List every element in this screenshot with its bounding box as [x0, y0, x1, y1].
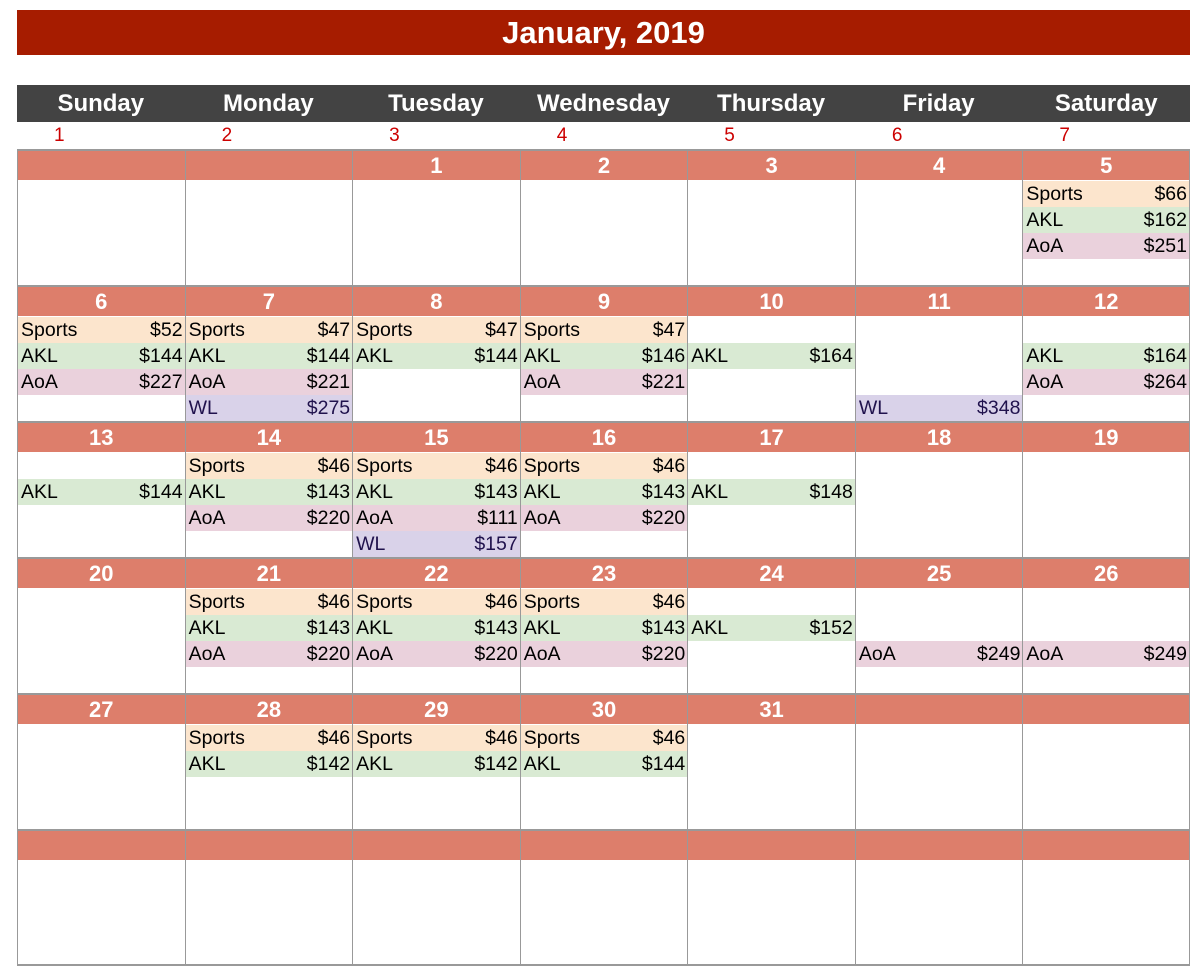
- entry-label: AKL: [523, 480, 561, 503]
- day-number: [18, 831, 185, 860]
- entry-label: Sports: [188, 318, 245, 341]
- entry-amount: $144: [474, 344, 518, 367]
- day-number: 31: [688, 695, 855, 724]
- day-cell[interactable]: [1022, 693, 1190, 829]
- day-number: 25: [856, 559, 1023, 588]
- day-number: 4: [856, 151, 1023, 180]
- day-cell[interactable]: [687, 149, 855, 285]
- entry-amount: $152: [809, 616, 853, 639]
- entry-amount: $220: [641, 642, 686, 665]
- day-number: 20: [18, 559, 185, 588]
- day-number: 2: [521, 151, 688, 180]
- day-entries: [353, 180, 520, 284]
- entry-label: AoA: [523, 642, 561, 665]
- day-number: 3: [688, 151, 855, 180]
- entry-amount: $46: [317, 590, 351, 613]
- entry-amount: $348: [977, 396, 1021, 419]
- day-cell[interactable]: [520, 285, 688, 421]
- entry-akl[interactable]: [688, 343, 855, 369]
- day-entries: [186, 316, 353, 420]
- calendar-grid: [17, 149, 1190, 965]
- entry-amount: $220: [306, 506, 351, 529]
- day-entries: [688, 180, 855, 284]
- calendar-title: January, 2019: [17, 10, 1190, 55]
- entry-label: AKL: [21, 480, 58, 503]
- entry-label: AoA: [356, 506, 393, 529]
- entry-amount: $47: [485, 318, 518, 341]
- day-of-week-header: [17, 85, 1190, 122]
- day-entries: [186, 588, 353, 692]
- entry-amount: $157: [474, 532, 518, 555]
- entry-akl[interactable]: [186, 751, 353, 777]
- day-cell[interactable]: [855, 421, 1023, 557]
- day-entries: [353, 724, 520, 828]
- entry-aoa[interactable]: [18, 369, 185, 395]
- entry-amount: $46: [652, 590, 686, 613]
- entry-amount: $143: [474, 616, 518, 639]
- entry-aoa[interactable]: [521, 641, 688, 667]
- day-cell[interactable]: [185, 421, 353, 557]
- day-entries: [1023, 452, 1189, 556]
- day-number: 22: [353, 559, 520, 588]
- day-number: 24: [688, 559, 855, 588]
- entry-amount: $143: [474, 480, 518, 503]
- day-number: [353, 831, 520, 860]
- entry-label: AoA: [188, 506, 226, 529]
- entry-amount: $46: [317, 726, 351, 749]
- day-cell[interactable]: [17, 285, 185, 421]
- day-cell[interactable]: [352, 557, 520, 693]
- day-cell[interactable]: [520, 149, 688, 285]
- entry-label: AKL: [523, 752, 561, 775]
- entry-akl[interactable]: [353, 615, 520, 641]
- entry-sports[interactable]: [521, 725, 688, 751]
- day-entries: [353, 860, 520, 964]
- entry-sports[interactable]: [186, 589, 353, 615]
- entry-amount: $142: [474, 752, 518, 775]
- day-entries: [688, 452, 855, 556]
- day-cell[interactable]: [185, 829, 353, 966]
- day-entries: [18, 724, 185, 828]
- day-cell[interactable]: [687, 693, 855, 829]
- entry-label: WL: [356, 532, 386, 555]
- entry-aoa[interactable]: [1023, 369, 1189, 395]
- day-entries: [856, 724, 1023, 828]
- column-number: 2: [221, 125, 233, 146]
- calendar-week: [17, 557, 1190, 693]
- entry-amount: $66: [1154, 182, 1187, 205]
- day-entries: [1023, 316, 1189, 420]
- entry-amount: $220: [474, 642, 518, 665]
- day-cell[interactable]: [352, 829, 520, 966]
- entry-amount: $144: [139, 344, 183, 367]
- entry-label: Sports: [523, 726, 581, 749]
- entry-akl[interactable]: [1023, 207, 1189, 233]
- day-entries: [856, 588, 1023, 692]
- entry-akl[interactable]: [521, 751, 688, 777]
- day-cell[interactable]: [520, 557, 688, 693]
- day-cell[interactable]: [855, 557, 1023, 693]
- day-number: [521, 831, 688, 860]
- day-number: [1023, 831, 1189, 860]
- day-entries: [856, 452, 1023, 556]
- entry-aoa[interactable]: [1023, 641, 1189, 667]
- entry-label: AoA: [356, 642, 393, 665]
- day-cell[interactable]: [855, 693, 1023, 829]
- day-cell[interactable]: [185, 693, 353, 829]
- entry-akl[interactable]: [18, 479, 185, 505]
- day-cell[interactable]: [185, 149, 353, 285]
- entry-amount: $46: [317, 454, 351, 477]
- day-entries: [1023, 860, 1189, 964]
- day-cell[interactable]: [17, 557, 185, 693]
- day-entries: [353, 588, 520, 692]
- day-entries: [1023, 588, 1189, 692]
- entry-label: AoA: [21, 370, 58, 393]
- entry-amount: $164: [809, 344, 853, 367]
- entry-label: AoA: [188, 370, 226, 393]
- entry-aoa[interactable]: [186, 505, 353, 531]
- entry-sports[interactable]: [1023, 181, 1189, 207]
- day-number: [1023, 695, 1189, 724]
- entry-wl[interactable]: [353, 531, 520, 557]
- day-number: 15: [353, 423, 520, 452]
- entry-amount: $251: [1143, 234, 1187, 257]
- calendar-week: [17, 421, 1190, 557]
- day-number: 27: [18, 695, 185, 724]
- column-number: 7: [1059, 125, 1070, 146]
- day-entries: [186, 180, 353, 284]
- entry-label: AKL: [1026, 344, 1064, 367]
- day-cell[interactable]: [17, 693, 185, 829]
- entry-label: AoA: [1026, 370, 1064, 393]
- entry-akl[interactable]: [521, 615, 688, 641]
- entry-sports[interactable]: [521, 589, 688, 615]
- column-number: 6: [891, 125, 903, 146]
- calendar-week: [17, 693, 1190, 829]
- day-entries: [688, 316, 855, 420]
- entry-label: AoA: [523, 506, 561, 529]
- entry-amount: $46: [485, 590, 518, 613]
- day-entries: [186, 724, 353, 828]
- entry-aoa[interactable]: [1023, 233, 1189, 259]
- entry-akl[interactable]: [688, 615, 855, 641]
- entry-aoa[interactable]: [186, 641, 353, 667]
- day-number: 8: [353, 287, 520, 316]
- day-number: 9: [521, 287, 688, 316]
- entry-label: AKL: [21, 344, 58, 367]
- entry-label: AKL: [691, 344, 729, 367]
- day-number: 21: [186, 559, 353, 588]
- entry-label: AKL: [691, 616, 729, 639]
- day-entries: [18, 452, 185, 556]
- day-number: 29: [353, 695, 520, 724]
- day-entries: [1023, 724, 1189, 828]
- day-entries: [521, 588, 688, 692]
- day-cell[interactable]: [352, 285, 520, 421]
- entry-label: Sports: [523, 454, 581, 477]
- entry-akl[interactable]: [521, 479, 688, 505]
- day-cell[interactable]: [1022, 421, 1190, 557]
- day-number: 16: [521, 423, 688, 452]
- entry-amount: $220: [641, 506, 686, 529]
- day-number: 26: [1023, 559, 1189, 588]
- day-cell[interactable]: [352, 421, 520, 557]
- entry-label: Sports: [21, 318, 78, 341]
- day-number: 11: [856, 287, 1023, 316]
- entry-akl[interactable]: [688, 479, 855, 505]
- day-number: 18: [856, 423, 1023, 452]
- entry-label: AKL: [188, 344, 226, 367]
- entry-label: AoA: [1026, 234, 1064, 257]
- day-cell[interactable]: [17, 149, 185, 285]
- entry-label: Sports: [356, 590, 413, 613]
- column-number: 3: [389, 125, 400, 146]
- entry-aoa[interactable]: [521, 369, 688, 395]
- entry-aoa[interactable]: [856, 641, 1023, 667]
- dow-wednesday: Wednesday: [537, 89, 670, 117]
- entry-label: AoA: [188, 642, 226, 665]
- day-entries: [521, 724, 688, 828]
- day-entries: [186, 860, 353, 964]
- day-entries: [353, 452, 520, 556]
- day-entries: [521, 316, 688, 420]
- day-entries: [18, 316, 185, 420]
- day-entries: [856, 316, 1023, 420]
- day-entries: [18, 860, 185, 964]
- day-number: 19: [1023, 423, 1189, 452]
- day-cell[interactable]: [185, 285, 353, 421]
- entry-label: Sports: [188, 726, 245, 749]
- entry-label: Sports: [1026, 182, 1083, 205]
- entry-label: Sports: [188, 454, 245, 477]
- day-number: 7: [186, 287, 353, 316]
- day-number: 28: [186, 695, 353, 724]
- entry-amount: $111: [477, 506, 518, 529]
- entry-label: Sports: [523, 318, 581, 341]
- day-number: 5: [1023, 151, 1189, 180]
- entry-amount: $144: [641, 752, 686, 775]
- entry-label: AoA: [858, 642, 896, 665]
- entry-akl[interactable]: [1023, 343, 1189, 369]
- entry-label: Sports: [356, 318, 413, 341]
- day-cell[interactable]: [687, 421, 855, 557]
- day-number: [856, 695, 1023, 724]
- entry-aoa[interactable]: [353, 505, 520, 531]
- entry-label: Sports: [356, 726, 413, 749]
- day-number: 12: [1023, 287, 1189, 316]
- day-cell[interactable]: [520, 421, 688, 557]
- entry-amount: $143: [306, 480, 351, 503]
- entry-sports[interactable]: [186, 453, 353, 479]
- day-number: 23: [521, 559, 688, 588]
- day-cell[interactable]: [687, 829, 855, 966]
- day-number: 30: [521, 695, 688, 724]
- day-number: 1: [353, 151, 520, 180]
- dow-tuesday: Tuesday: [388, 89, 484, 117]
- entry-amount: $164: [1143, 344, 1187, 367]
- day-cell[interactable]: [1022, 557, 1190, 693]
- day-cell[interactable]: [520, 693, 688, 829]
- day-entries: [856, 180, 1023, 284]
- day-entries: [521, 180, 688, 284]
- entry-akl[interactable]: [186, 615, 353, 641]
- entry-sports[interactable]: [18, 317, 185, 343]
- entry-label: AKL: [1026, 208, 1064, 231]
- entry-label: AKL: [188, 616, 226, 639]
- entry-amount: $221: [641, 370, 686, 393]
- entry-sports[interactable]: [521, 317, 688, 343]
- entry-amount: $146: [641, 344, 686, 367]
- day-entries: [688, 860, 855, 964]
- entry-aoa[interactable]: [186, 369, 353, 395]
- day-cell[interactable]: [352, 693, 520, 829]
- day-entries: [1023, 180, 1189, 284]
- entry-amount: $46: [485, 726, 518, 749]
- entry-amount: $143: [641, 480, 686, 503]
- day-entries: [521, 452, 688, 556]
- entry-amount: $275: [306, 396, 351, 419]
- entry-akl[interactable]: [186, 343, 353, 369]
- entry-label: AKL: [188, 480, 226, 503]
- day-number: [186, 831, 353, 860]
- entry-sports[interactable]: [353, 317, 520, 343]
- entry-sports[interactable]: [186, 317, 353, 343]
- entry-label: AoA: [1026, 642, 1064, 665]
- entry-sports[interactable]: [353, 453, 520, 479]
- calendar-week: [17, 149, 1190, 285]
- day-number: 13: [18, 423, 185, 452]
- entry-akl[interactable]: [186, 479, 353, 505]
- entry-akl[interactable]: [521, 343, 688, 369]
- day-number: 6: [18, 287, 185, 316]
- entry-label: Sports: [523, 590, 581, 613]
- entry-label: WL: [858, 396, 889, 419]
- day-entries: [688, 588, 855, 692]
- dow-thursday: Thursday: [717, 89, 826, 117]
- entry-label: AKL: [691, 480, 729, 503]
- entry-akl[interactable]: [353, 343, 520, 369]
- entry-label: AoA: [523, 370, 561, 393]
- day-cell[interactable]: [855, 285, 1023, 421]
- calendar-week: [17, 829, 1190, 965]
- entry-amount: $143: [306, 616, 351, 639]
- column-number: 1: [54, 125, 65, 146]
- day-entries: [18, 180, 185, 284]
- entry-wl[interactable]: [186, 395, 353, 421]
- entry-sports[interactable]: [353, 725, 520, 751]
- day-number: 10: [688, 287, 855, 316]
- day-cell[interactable]: [855, 149, 1023, 285]
- day-cell[interactable]: [520, 829, 688, 966]
- dow-friday: Friday: [902, 89, 975, 117]
- day-entries: [856, 860, 1023, 964]
- entry-amount: $162: [1143, 208, 1187, 231]
- entry-amount: $148: [809, 480, 853, 503]
- day-cell[interactable]: [1022, 149, 1190, 285]
- dow-monday: Monday: [223, 89, 314, 117]
- day-cell[interactable]: [352, 149, 520, 285]
- entry-akl[interactable]: [18, 343, 185, 369]
- entry-amount: $52: [150, 318, 183, 341]
- entry-amount: $46: [485, 454, 518, 477]
- entry-amount: $249: [977, 642, 1021, 665]
- entry-wl[interactable]: [856, 395, 1023, 421]
- entry-label: AKL: [356, 752, 393, 775]
- entry-sports[interactable]: [186, 725, 353, 751]
- entry-amount: $46: [652, 454, 686, 477]
- entry-label: AKL: [356, 616, 393, 639]
- day-cell[interactable]: [1022, 285, 1190, 421]
- entry-amount: $47: [652, 318, 686, 341]
- dow-sunday: Sunday: [57, 89, 145, 117]
- dow-saturday: Saturday: [1054, 89, 1158, 117]
- day-entries: [688, 724, 855, 828]
- entry-label: Sports: [356, 454, 413, 477]
- day-entries: [186, 452, 353, 556]
- entry-label: Sports: [188, 590, 245, 613]
- entry-amount: $144: [306, 344, 351, 367]
- entry-akl[interactable]: [353, 479, 520, 505]
- day-cell[interactable]: [855, 829, 1023, 966]
- day-cell[interactable]: [687, 285, 855, 421]
- entry-amount: $227: [139, 370, 183, 393]
- entry-aoa[interactable]: [521, 505, 688, 531]
- day-number: 14: [186, 423, 353, 452]
- day-cell[interactable]: [185, 557, 353, 693]
- day-cell[interactable]: [687, 557, 855, 693]
- entry-label: WL: [188, 396, 218, 419]
- column-number: 5: [724, 125, 735, 146]
- day-cell[interactable]: [17, 421, 185, 557]
- entry-label: AKL: [523, 344, 561, 367]
- entry-sports[interactable]: [521, 453, 688, 479]
- entry-label: AKL: [188, 752, 226, 775]
- entry-amount: $221: [306, 370, 351, 393]
- entry-amount: $220: [306, 642, 351, 665]
- entry-amount: $46: [652, 726, 686, 749]
- calendar-week: [17, 285, 1190, 421]
- entry-label: AKL: [356, 480, 393, 503]
- day-number: 17: [688, 423, 855, 452]
- day-number: [856, 831, 1023, 860]
- day-cell[interactable]: [17, 829, 185, 966]
- entry-amount: $143: [641, 616, 686, 639]
- column-number-row: [17, 122, 1190, 149]
- day-number: [18, 151, 185, 180]
- entry-sports[interactable]: [353, 589, 520, 615]
- entry-amount: $47: [317, 318, 351, 341]
- entry-amount: $142: [306, 752, 351, 775]
- column-number: 4: [556, 125, 568, 146]
- day-number: [688, 831, 855, 860]
- day-entries: [18, 588, 185, 692]
- day-entries: [353, 316, 520, 420]
- entry-akl[interactable]: [353, 751, 520, 777]
- day-entries: [521, 860, 688, 964]
- day-number: [186, 151, 353, 180]
- entry-amount: $264: [1143, 370, 1187, 393]
- day-cell[interactable]: [1022, 829, 1190, 966]
- entry-label: AKL: [523, 616, 561, 639]
- entry-amount: $249: [1143, 642, 1187, 665]
- entry-aoa[interactable]: [353, 641, 520, 667]
- entry-amount: $144: [139, 480, 183, 503]
- entry-label: AKL: [356, 344, 393, 367]
